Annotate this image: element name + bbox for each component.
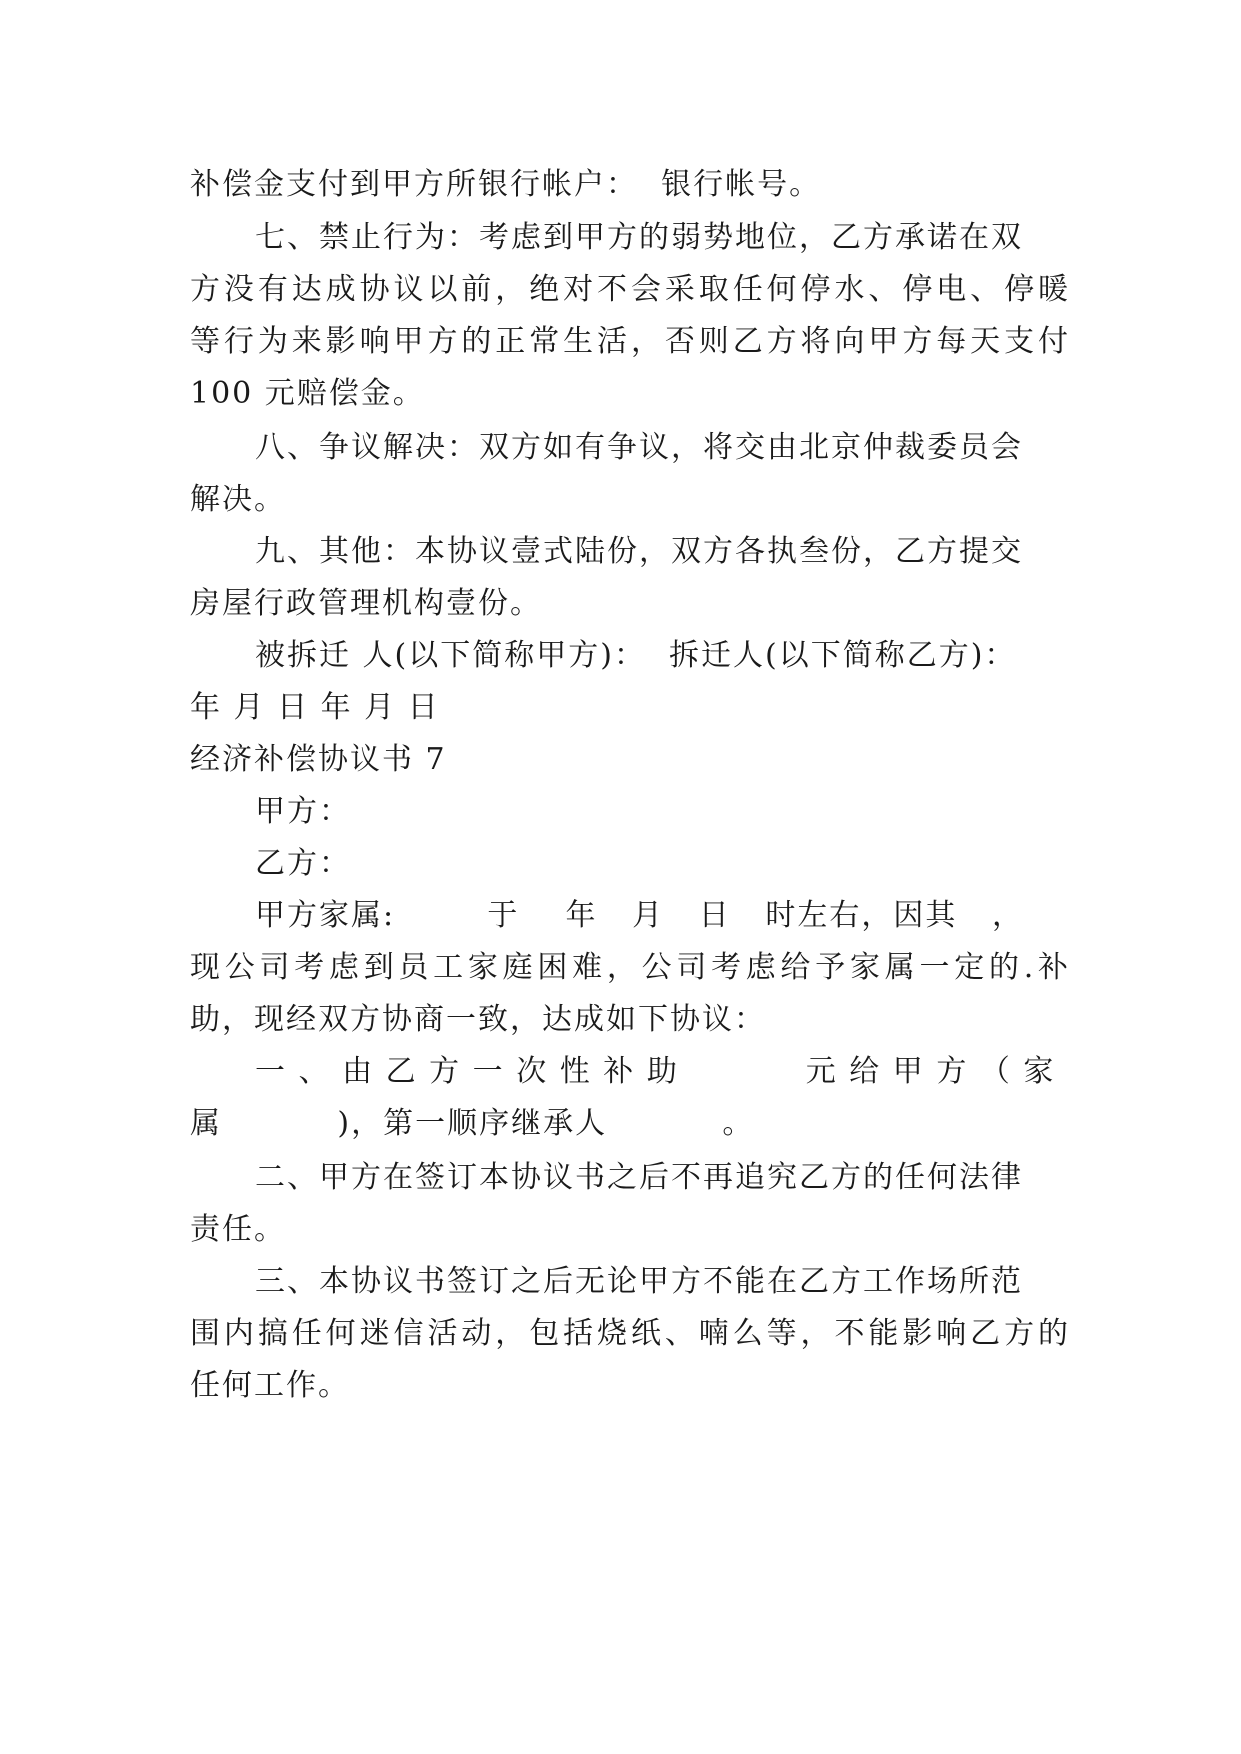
text-line: 乙方： bbox=[255, 846, 351, 881]
text-line: 围内搞任何迷信活动，包括烧纸、喃么等，不能影响乙方的 bbox=[190, 1316, 1070, 1351]
text-line: 解决。 bbox=[190, 482, 286, 517]
text-line: 任何工作。 bbox=[190, 1368, 350, 1403]
text-line: 现公司考虑到员工家庭困难，公司考虑给予家属一定的.补 bbox=[190, 950, 1070, 985]
text-line: 被拆迁 人(以下简称甲方)： 拆迁人(以下简称乙方)： bbox=[255, 638, 1017, 673]
text-line: 属 )，第一顺序继承人 。 bbox=[190, 1106, 755, 1141]
text-line: 九、其他：本协议壹式陆份，双方各执叁份，乙方提交 bbox=[255, 534, 1023, 569]
text-line: 补偿金支付到甲方所银行帐户： 银行帐号。 bbox=[190, 167, 822, 202]
text-line: 甲方家属: 于 年 月 日 时左右，因其 ， bbox=[255, 898, 1024, 933]
text-line: 房屋行政管理机构壹份。 bbox=[190, 586, 542, 621]
text-line: 一 、 由 乙 方 一 次 性 补 助 元 给 甲 方 （ 家 bbox=[255, 1054, 1056, 1089]
text-line: 100 元赔偿金。 bbox=[190, 376, 425, 411]
text-line: 责任。 bbox=[190, 1212, 286, 1247]
text-line: 方没有达成协议以前，绝对不会采取任何停水、停电、停暖 bbox=[190, 272, 1070, 307]
section-title: 经济补偿协议书 7 bbox=[190, 742, 447, 777]
text-line: 年 月 日 年 月 日 bbox=[190, 690, 440, 725]
text-line: 八、争议解决：双方如有争议，将交由北京仲裁委员会 bbox=[255, 430, 1023, 465]
text-line: 三、本协议书签订之后无论甲方不能在乙方工作场所范 bbox=[255, 1264, 1023, 1299]
text-line: 助，现经双方协商一致，达成如下协议： bbox=[190, 1002, 766, 1037]
text-line: 七、禁止行为：考虑到甲方的弱势地位，乙方承诺在双 bbox=[255, 220, 1023, 255]
text-line: 等行为来影响甲方的正常生活，否则乙方将向甲方每天支付 bbox=[190, 324, 1070, 359]
text-line: 二、甲方在签订本协议书之后不再追究乙方的任何法律 bbox=[255, 1160, 1023, 1195]
text-line: 甲方： bbox=[255, 794, 351, 829]
